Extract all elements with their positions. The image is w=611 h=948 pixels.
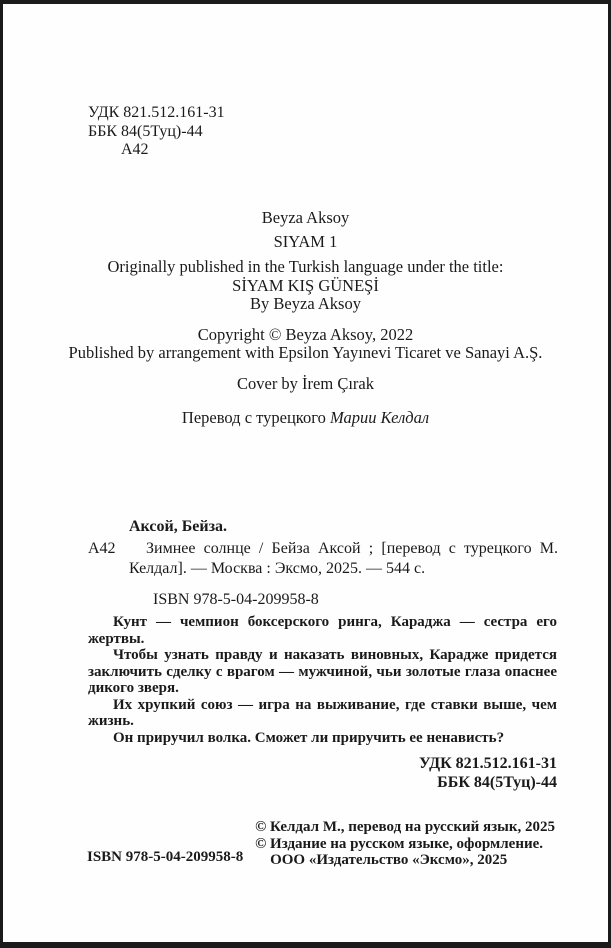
udk-code-bottom: УДК 821.512.161-31 <box>418 755 557 772</box>
catalog-isbn: ISBN 978-5-04-209958-8 <box>153 591 319 608</box>
annotation-block <box>88 614 557 746</box>
footer-copyright-line: © Издание на русском языке, оформление. <box>255 835 544 852</box>
catalog-bibliographic-entry: Зимнее солнце / Бейза Аксой ; [перевод с турецкого М. Келдал]. — Москва : Эксмо, 2025. — 544 с. <box>129 540 558 577</box>
annotation-paragraph: Чтобы узнать правду и наказать виновных, Карадже придется заключить сделку с врагом — мужчиной, чьи золотые глаза опаснее дикого зверя. <box>88 647 557 696</box>
annotation-paragraph: Их хрупкий союз — игра на выживание, где ставки выше, чем жизнь. <box>88 696 557 729</box>
original-turkish-title: SİYAM KIŞ GÜNEŞİ <box>232 276 379 295</box>
bbk-code: ББК 84(5Туц)-44 <box>88 122 203 140</box>
translation-credit-prefix: Перевод с турецкого <box>181 408 326 427</box>
footer-copyright-line: © Келдал М., перевод на русский язык, 2025 <box>255 819 555 835</box>
footer-publisher-line: ООО «Издательство «Эксмо», 2025 <box>270 852 508 868</box>
original-byline: By Beyza Aksoy <box>250 294 361 313</box>
original-author: Beyza Aksoy <box>261 208 350 227</box>
author-sign-code: А42 <box>121 141 149 158</box>
top-classification-codes <box>88 104 225 160</box>
catalog-entry-block <box>88 518 558 609</box>
udk-code: УДК 821.512.161-31 <box>88 104 225 121</box>
original-title-block <box>3 209 608 313</box>
footer-isbn: ISBN 978-5-04-209958-8 <box>87 849 244 865</box>
translator-name: Марии Келдал <box>329 408 430 427</box>
rights-block <box>3 326 608 362</box>
arrangement-line: Published by arrangement with Epsilon Yayınevi Ticaret ve Sanayi A.Ş. <box>68 343 543 362</box>
copyright-line: Copyright © Beyza Aksoy, 2022 <box>197 325 414 344</box>
cover-credit: Cover by İrem Çırak <box>236 374 374 393</box>
footer-copyright-block <box>255 819 555 869</box>
bottom-classification-codes <box>419 754 557 792</box>
translation-credit <box>3 408 608 428</box>
original-series-title: SIYAM 1 <box>273 232 338 251</box>
annotation-paragraph: Он приручил волка. Сможет ли приручить ее ненависть? <box>113 729 505 746</box>
catalog-author-heading: Аксой, Бейза. <box>129 518 228 535</box>
catalog-author-sign: А42 <box>88 540 116 557</box>
annotation-paragraph: Кунт — чемпион боксерского ринга, Караджа — сестра его жертвы. <box>88 614 557 647</box>
bbk-code-bottom: ББК 84(5Туц)-44 <box>437 774 557 791</box>
original-publication-note: Originally published in the Turkish language under the title: <box>107 257 504 276</box>
